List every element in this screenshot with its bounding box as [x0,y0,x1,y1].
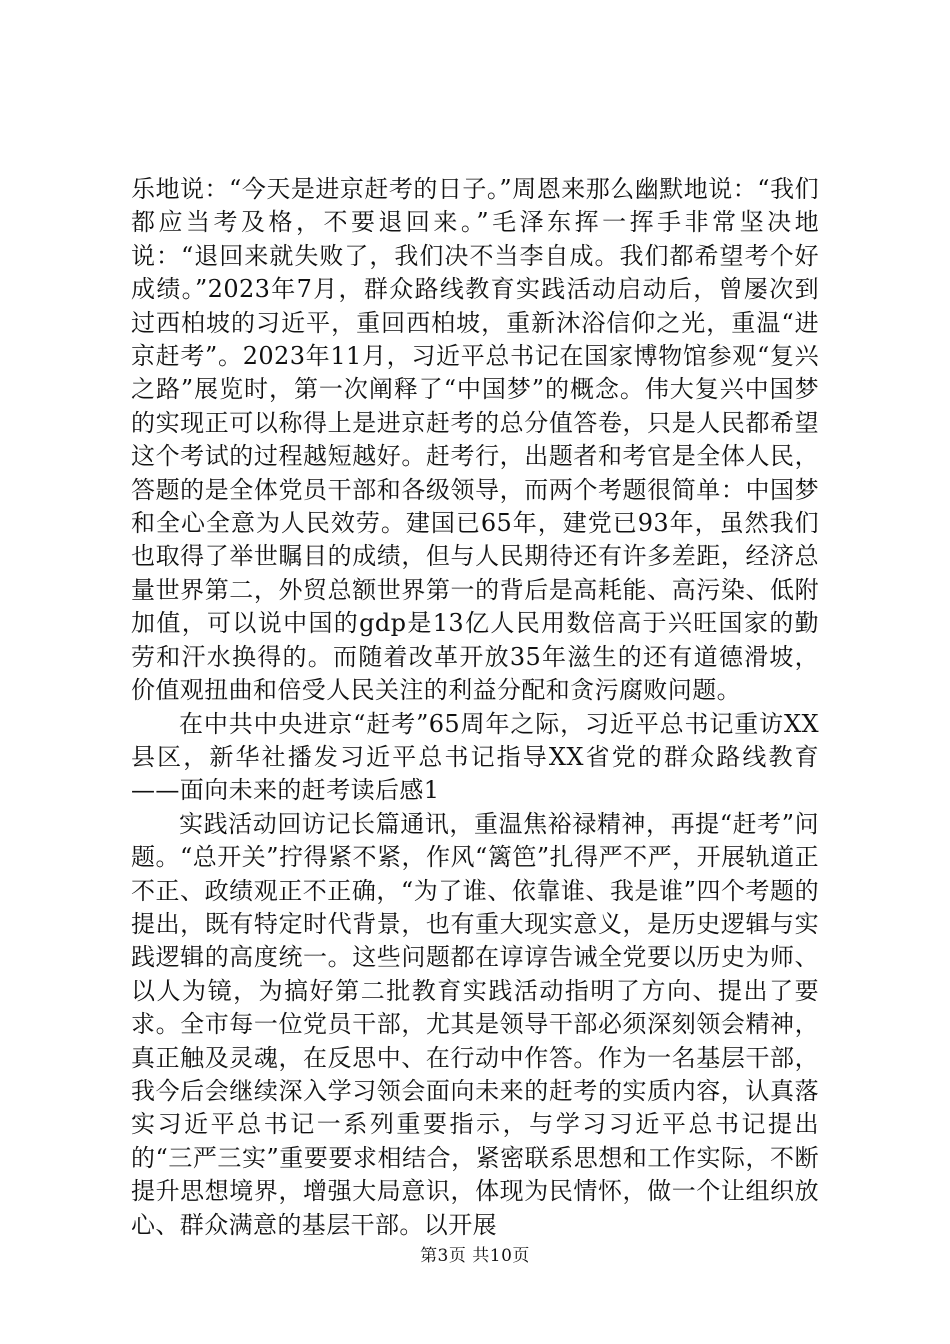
document-body [131,173,819,1242]
paragraph-1: 乐地说：“今天是进京赶考的日子。”周恩来那么幽默地说：“我们都应当考及格，不要退回来。”毛泽东挥一挥手非常坚决地说：“退回来就失败了，我们决不当李自成。我们都希望考个好成绩。”2023年7月，群众路线教育实践活动启动后，曾屡次到过西柏坡的习近平，重回西柏坡，重新沐浴信仰之光，重温“进京赶考”。2023年11月，习近平总书记在国家博物馆参观“复兴之路”展览时，第一次阐释了“中国梦”的概念。伟大复兴中国梦的实现正可以称得上是进京赶考的总分值答卷，只是人民都希望这个考试的过程越短越好。赶考行，出题者和考官是全体人民，答题的是全体党员干部和各级领导，而两个考题很简单：中国梦和全心全意为人民效劳。建国已65年，建党已93年，虽然我们也取得了举世瞩目的成绩，但与人民期待还有许多差距，经济总量世界第二，外贸总额世界第一的背后是高耗能、高污染、低附加值，可以说中国的gdp是13亿人民用数倍高于兴旺国家的勤劳和汗水换得的。而随着改革开放35年滋生的还有道德滑坡，价值观扭曲和倍受人民关注的利益分配和贪污腐败问题。 [131,175,819,705]
page-number-footer: 第3页 共10页 [420,1246,530,1266]
paragraph-3: 实践活动回访记长篇通讯，重温焦裕禄精神，再提“赶考”问题。“总开关”拧得紧不紧，作风“篱笆”扎得严不严，开展轨道正不正、政绩观正不正确，“为了谁、依靠谁、我是谁”四个考题的提出，既有特定时代背景，也有重大现实意义，是历史逻辑与实践逻辑的高度统一。这些问题都在谆谆告诫全党要以历史为师、以人为镜，为搞好第二批教育实践活动指明了方向、提出了要求。全市每一位党员干部，尤其是领导干部必须深刻领会精神，真正触及灵魂，在反思中、在行动中作答。作为一名基层干部，我今后会继续深入学习领会面向未来的赶考的实质内容，认真落实习近平总书记一系列重要指示，与学习习近平总书记提出的“三严三实”重要要求相结合，紧密联系思想和工作实际，不断提升思想境界，增强大局意识，体现为民情怀，做一个让组织放心、群众满意的基层干部。以开展 [131,809,819,1239]
paragraph-2: 在中共中央进京“赶考”65周年之际，习近平总书记重访XX县区，新华社播发习近平总书记指导XX省党的群众路线教育——面向未来的赶考读后感1 [131,709,819,805]
